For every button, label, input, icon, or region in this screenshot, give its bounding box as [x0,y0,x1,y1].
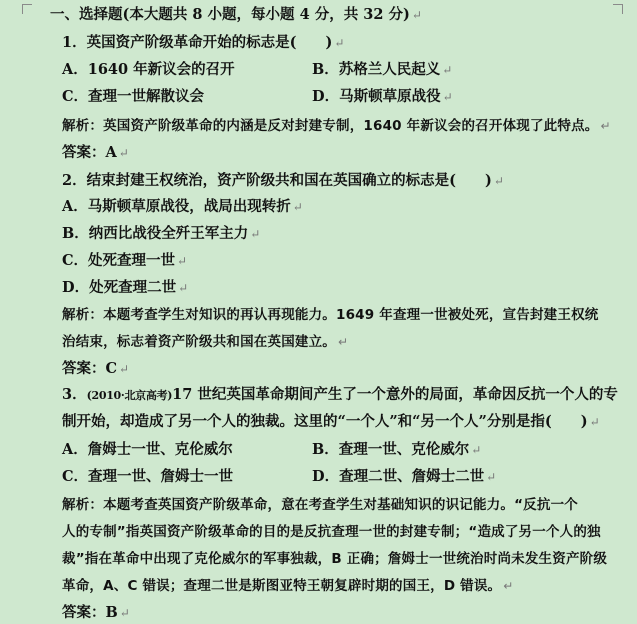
question-3-analysis-line-4: 革命，A、C 错误；查理二世是斯图亚特王朝复辟时期的国王，D 错误。 ↵ [62,578,514,594]
section-title: 一、选择题(本大题共 8 小题，每小题 4 分，共 32 分) ↵ [50,6,422,23]
question-2-option-a: A．马斯顿草原战役，战局出现转折 ↵ [62,198,303,215]
question-3-option-c: C．查理一世、詹姆士一世 [62,468,234,485]
question-3-option-a: A．詹姆士一世、克伦威尔 [62,441,233,458]
exam-source: (2010·北京高考) [86,389,173,402]
question-3-analysis-line-2: 人的专制”指英国资产阶级革命的目的是反抗查理一世的封建专制；“造成了另一个人的独 [62,524,601,540]
question-3-answer: 答案：B ↵ [62,604,130,621]
question-2-option-d: D．处死查理二世 ↵ [62,279,189,296]
question-3-stem-line-2: 制开始，却造成了另一个人的独裁。这里的“一个人”和“另一个人”分别是指( ) ↵ [62,413,600,430]
question-2-stem: 2．结束封建王权统治，资产阶级共和国在英国确立的标志是( ) ↵ [62,172,504,189]
question-3-stem-line-1: 3．(2010·北京高考)17 世纪英国革命期间产生了一个意外的局面，革命因反抗一个人的专 [62,386,618,403]
question-2-option-b: B．纳西比战役全歼王军主力 ↵ [62,225,261,242]
question-2-analysis-line-1: 解析：本题考查学生对知识的再认再现能力。1649 年查理一世被处死，宣告封建王权统 [62,307,599,323]
question-3-analysis-line-3: 裁”指在革命中出现了克伦威尔的军事独裁，B 正确；詹姆士一世统治时尚未发生资产阶级 [62,551,608,567]
question-3-option-d: D．查理二世、詹姆士二世 ↵ [312,468,497,485]
question-2-answer: 答案：C ↵ [62,360,130,377]
question-1-stem: 1．英国资产阶级革命开始的标志是( ) ↵ [62,34,345,51]
question-1-option-b: B．苏格兰人民起义 ↵ [312,61,453,78]
question-2-analysis-line-2: 治结束，标志着资产阶级共和国在英国建立。 ↵ [62,334,349,350]
question-1-analysis: 解析：英国资产阶级革命的内涵是反对封建专制，1640 年新议会的召开体现了此特点。 ↵ [62,118,611,134]
question-1-option-c: C．查理一世解散议会 [62,88,205,105]
question-1-option-d: D．马斯顿草原战役 ↵ [312,88,453,105]
question-1-option-a: A．1640 年新议会的召开 [62,61,235,78]
page-corner-mark [22,4,32,14]
page-corner-mark [613,4,623,14]
question-2-option-c: C．处死查理一世 ↵ [62,252,188,269]
question-1-answer: 答案：A ↵ [62,144,129,161]
question-3-option-b: B．查理一世、克伦威尔 ↵ [312,441,482,458]
question-3-analysis-line-1: 解析：本题考查英国资产阶级革命，意在考查学生对基础知识的识记能力。“反抗一个 [62,497,578,513]
